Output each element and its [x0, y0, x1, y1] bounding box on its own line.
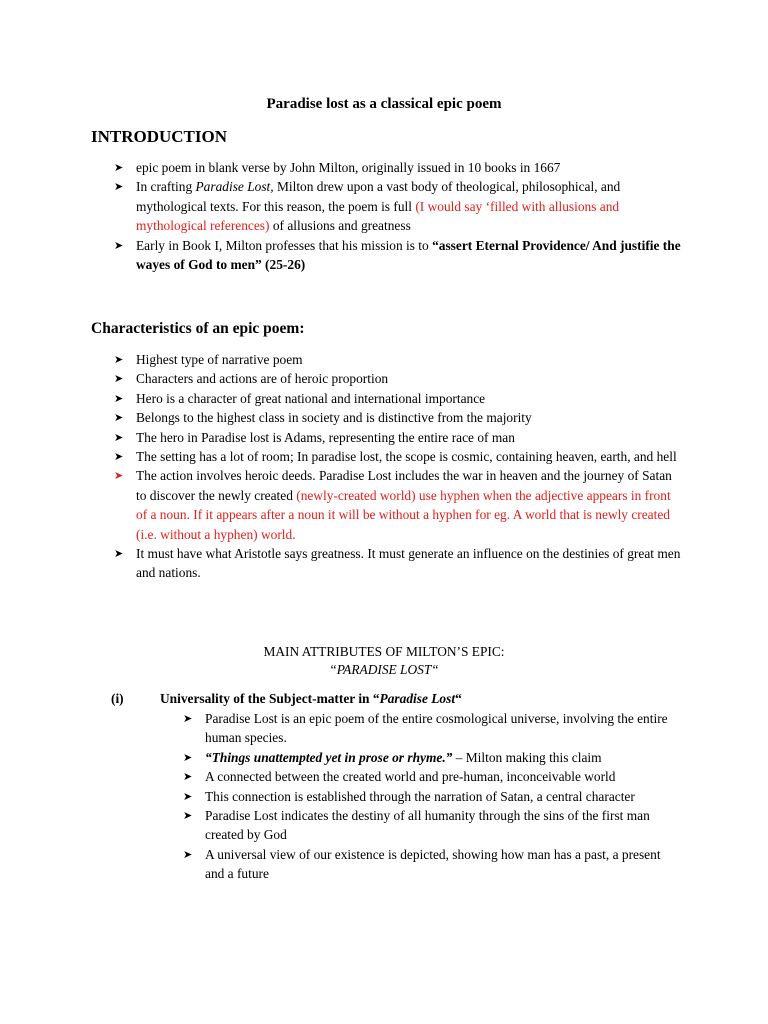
- arrow-bullet-icon: ➤: [114, 547, 124, 561]
- list-item: ➤ The action involves heroic deeds. Paradise Lost includes the war in heaven and the journey of Satan to discover the newly created (newly-created world) use hyphen when the adjective appears in front of a noun. If it appears after a noun it will be without a hyphen for eg. A world that is newly created (i.e. without a hyphen) world.: [114, 468, 672, 542]
- editor-comment: (I would say ‘filled with allusions and mythological references): [136, 198, 620, 234]
- main-attributes-heading: MAIN ATTRIBUTES OF MILTON’S EPIC:: [263, 644, 505, 659]
- milton-quote: “Things unattempted yet in prose or rhyme.”: [205, 749, 453, 765]
- arrow-bullet-icon: ➤: [183, 789, 193, 803]
- arrow-bullet-icon: ➤: [114, 238, 124, 252]
- list-item: ➤ Belongs to the highest class in society and is distinctive from the majority: [114, 408, 682, 427]
- section-heading: Universality of the Subject-matter in “Paradise Lost“: [160, 691, 462, 706]
- list-item: ➤ It must have what Aristotle says greatness. It must generate an influence on the destinies of great men and nations.: [114, 546, 681, 581]
- universality-list: [183, 709, 683, 884]
- list-item: ➤ Hero is a character of great national and international importance: [114, 389, 682, 408]
- list-item: ➤ A universal view of our existence is depicted, showing how man has a past, a present and a future: [183, 846, 661, 882]
- main-attributes-subheading: “PARADISE LOST“: [329, 662, 439, 677]
- arrow-bullet-icon: ➤: [114, 180, 124, 194]
- list-item: ➤ In crafting Paradise Lost, Milton drew upon a vast body of theological, philosophical, and mythological texts. For this reason, the poem is full (I would say ‘filled with allusions and mythological references) of allusions and greatness: [114, 179, 621, 234]
- arrow-bullet-icon: ➤: [114, 372, 124, 386]
- arrow-bullet-icon: ➤: [183, 750, 193, 764]
- introduction-list: [114, 158, 682, 274]
- list-item: ➤ The setting has a lot of room; In paradise lost, the scope is cosmic, containing heaven, earth, and hell: [114, 447, 682, 466]
- arrow-bullet-icon: ➤: [183, 712, 193, 725]
- arrow-bullet-icon: ➤: [183, 809, 193, 823]
- arrow-bullet-icon: ➤: [183, 847, 193, 861]
- editor-comment: (newly-created world) use hyphen when the adjective appears in front of a noun. If it appears after a noun it will be without a hyphen for eg. A world that is newly created (i.e. without a hyphen) world.: [136, 487, 671, 542]
- list-item: ➤ A connected between the created world and pre-human, inconceivable world: [183, 767, 683, 786]
- milton-quote: “assert Eternal Providence/ And justifie the wayes of God to men” (25-26): [136, 237, 681, 273]
- list-item: ➤ This connection is established through the narration of Satan, a central character: [183, 787, 683, 806]
- characteristics-list: [114, 350, 682, 583]
- list-item: ➤ epic poem in blank verse by John Milton, originally issued in 10 books in 1667: [114, 158, 682, 177]
- introduction-heading: INTRODUCTION: [91, 127, 228, 146]
- list-item: ➤ The hero in Paradise lost is Adams, representing the entire race of man: [114, 428, 682, 447]
- list-item: ➤ “Things unattempted yet in prose or rhyme.” – Milton making this claim: [183, 748, 683, 767]
- arrow-bullet-icon: ➤: [114, 469, 124, 483]
- arrow-bullet-icon: ➤: [114, 391, 124, 405]
- arrow-bullet-icon: ➤: [183, 770, 193, 784]
- page-title: Paradise lost as a classical epic poem: [266, 96, 502, 112]
- arrow-bullet-icon: ➤: [114, 430, 124, 444]
- arrow-bullet-icon: ➤: [114, 411, 124, 425]
- characteristics-heading: Characteristics of an epic poem:: [91, 320, 305, 337]
- list-item: ➤ Early in Book I, Milton professes that his mission is to “assert Eternal Providence/ And justifie the wayes of God to men” (25-26): [114, 237, 681, 273]
- arrow-bullet-icon: ➤: [114, 161, 124, 174]
- arrow-bullet-icon: ➤: [114, 450, 124, 464]
- arrow-bullet-icon: ➤: [114, 353, 124, 366]
- list-item: ➤ Paradise Lost is an epic poem of the entire cosmological universe, involving the entire human species.: [183, 711, 668, 746]
- list-item: ➤ Characters and actions are of heroic proportion: [114, 369, 682, 388]
- list-item: ➤ Highest type of narrative poem: [114, 350, 682, 369]
- list-item: ➤ Paradise Lost indicates the destiny of all humanity through the sins of the first man created by God: [183, 808, 650, 843]
- section-number: (i): [111, 691, 124, 706]
